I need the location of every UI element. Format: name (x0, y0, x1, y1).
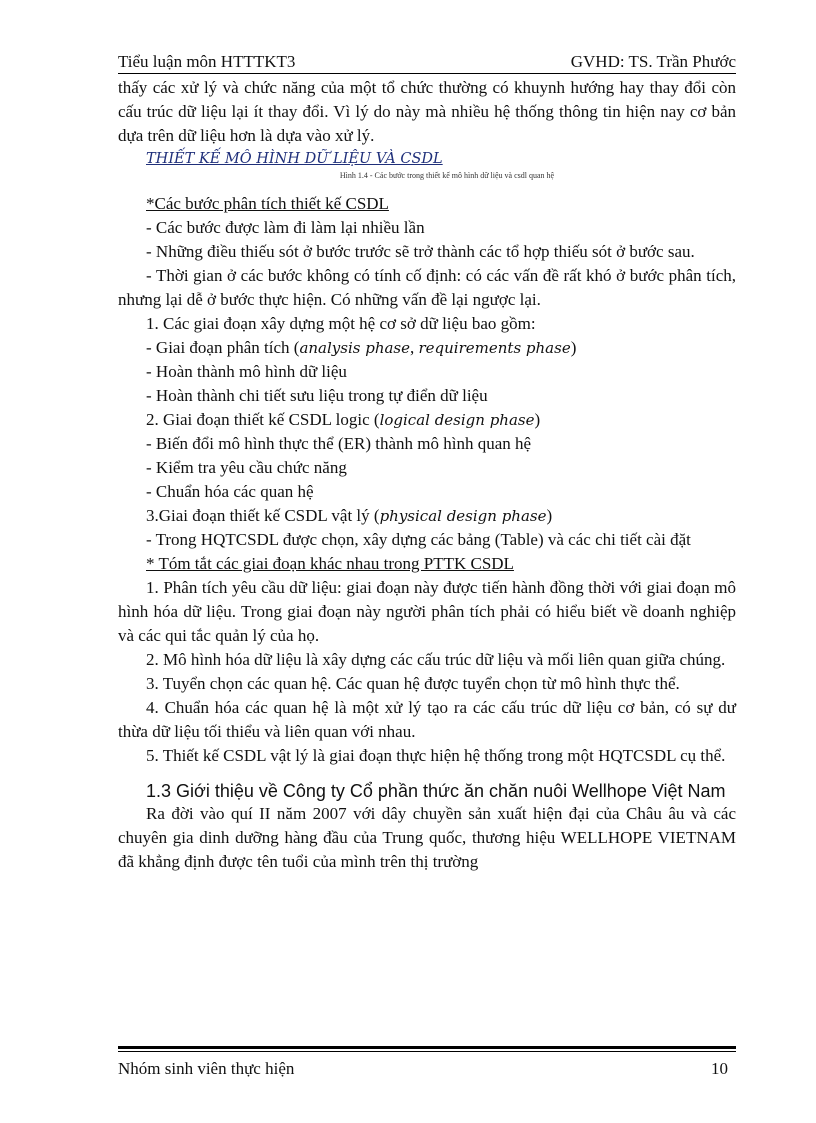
term-logical-design-phase: logical design phase (379, 411, 535, 429)
summary-item: 5. Thiết kế CSDL vật lý là giai đoạn thực hiện hệ thống trong một HQTCSDL cụ thể. (146, 746, 726, 765)
summary-heading: * Tóm tắt các giai đoạn khác nhau trong PTTK CSDL (146, 554, 514, 573)
page-footer (118, 1055, 736, 1079)
page-number: 10 (711, 1059, 728, 1078)
summary-item: 3. Tuyển chọn các quan hệ. Các quan hệ được tuyển chọn từ mô hình thực thể. (146, 674, 680, 693)
header-course-title: Tiểu luận môn HTTTKT3 (118, 52, 296, 71)
text-run: ) (546, 506, 553, 525)
summary-item: 2. Mô hình hóa dữ liệu là xây dựng các cấu trúc dữ liệu và mối liên quan giữa chúng. (146, 650, 726, 669)
header-instructor: GVHD: TS. Trần Phước (570, 52, 736, 71)
paragraph: Ra đời vào quí II năm 2007 với dây chuyền sản xuất hiện đại của Châu âu và các chuyên gia dinh dưỡng hàng đầu của Trung quốc, thương hiệu WELLHOPE VIETNAM đã khẳng định được tên tuổi của mình trên thị trường (118, 804, 736, 871)
section-heading-1-3: 1.3 Giới thiệu về Công ty Cổ phần thức ăn chăn nuôi Wellhope Việt Nam (146, 781, 726, 801)
list-item: - Các bước được làm đi làm lại nhiều lần (146, 218, 425, 237)
list-item: - Trong HQTCSDL được chọn, xây dựng các bảng (Table) và các chi tiết cài đặt (146, 530, 691, 549)
list-item: - Hoàn thành chi tiết sưu liệu trong tự điển dữ liệu (146, 386, 488, 405)
list-item: 1. Các giai đoạn xây dựng một hệ cơ sở dữ liệu bao gồm: (146, 314, 536, 333)
list-item (118, 504, 736, 528)
summary-item: 4. Chuẩn hóa các quan hệ là một xử lý tạo ra các cấu trúc dữ liệu cơ bản, có sự dư thừa dữ liệu tối thiểu và liên quan với nhau. (118, 698, 736, 741)
list-item: - Kiểm tra yêu cầu chức năng (146, 458, 347, 477)
section-title: THIẾT KẾ MÔ HÌNH DỮ LIỆU VÀ CSDL (146, 151, 443, 167)
paragraph-continuation: thấy các xử lý và chức năng của một tổ chức thường có khuynh hướng hay thay đổi còn cấu trúc dữ liệu lại ít thay đổi. Vì lý do này mà nhiều hệ thống thông tin hiện nay cơ bản dựa trên dữ liệu hơn là dựa vào xử lý. (118, 78, 736, 145)
text-run: 2. Giai đoạn thiết kế CSDL logic ( (146, 410, 380, 429)
term-analysis-phase: analysis phase (299, 339, 410, 357)
figure-caption: Hình 1.4 - Các bước trong thiết kế mô hình dữ liệu và csdl quan hệ (339, 171, 555, 180)
footer-group-name: Nhóm sinh viên thực hiện (118, 1059, 295, 1078)
text-run: 3.Giai đoạn thiết kế CSDL vật lý ( (146, 506, 380, 525)
footer-rule-thin (118, 1051, 736, 1052)
list-item (118, 408, 736, 432)
list-item: - Chuẩn hóa các quan hệ (146, 482, 314, 501)
header-rule (118, 73, 736, 74)
text-run: , (410, 338, 419, 357)
text-run: ) (570, 338, 577, 357)
summary-item: 1. Phân tích yêu cầu dữ liệu: giai đoạn này được tiến hành đồng thời với giai đoạn mô hình hóa dữ liệu. Trong giai đoạn này người phân tích phải có hiểu biết về doanh nghiệp và các qui tắc quản lý của họ. (118, 578, 736, 645)
list-item: - Biến đổi mô hình thực thể (ER) thành mô hình quan hệ (146, 434, 532, 453)
term-physical-design-phase: physical design phase (379, 507, 547, 525)
steps-heading: *Các bước phân tích thiết kế CSDL (146, 194, 389, 213)
list-item: - Thời gian ở các bước không có tính cố định: có các vấn đề rất khó ở bước phân tích, nhưng lại dễ ở bước thực hiện. Có những vấn đề lại ngược lại. (118, 266, 736, 309)
page-body (118, 76, 736, 874)
text-run: ) (534, 410, 541, 429)
term-requirements-phase: requirements phase (418, 339, 571, 357)
page-header (118, 48, 736, 72)
list-item: - Hoàn thành mô hình dữ liệu (146, 362, 347, 381)
list-item: - Những điều thiếu sót ở bước trước sẽ trở thành các tổ hợp thiếu sót ở bước sau. (146, 242, 695, 261)
text-run: - Giai đoạn phân tích ( (146, 338, 300, 357)
list-item (118, 336, 736, 360)
footer-rule-thick (118, 1046, 736, 1049)
